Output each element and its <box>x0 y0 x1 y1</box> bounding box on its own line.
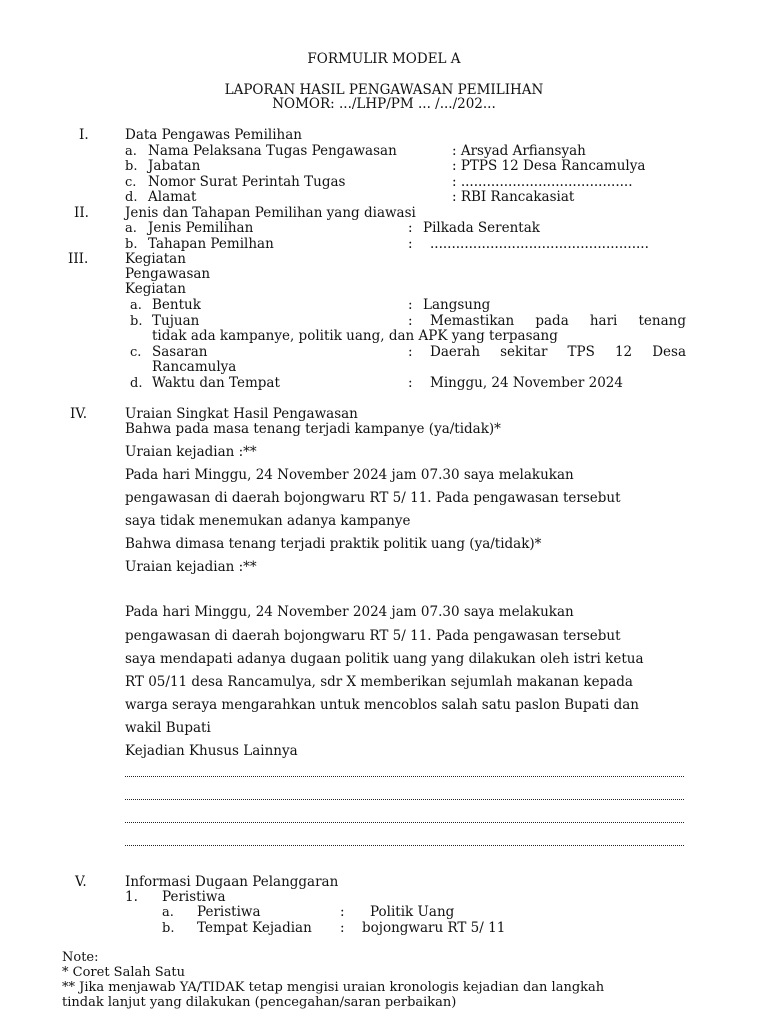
dotted-fill-line <box>125 822 684 823</box>
row-value: : ........................................ <box>452 174 633 190</box>
question-kampanye: Bahwa pada masa tenang terjadi kampanye (ya/tidak)* <box>125 421 501 437</box>
section-title: Informasi Dugaan Pelanggaran <box>125 874 339 890</box>
row-value: Langsung <box>423 297 491 313</box>
row-label: Bentuk <box>152 297 201 313</box>
row-value: Politik Uang <box>370 904 455 920</box>
row-label: Nama Pelaksana Tugas Pengawasan <box>148 143 397 159</box>
note-line: ** Jika menjawab YA/TIDAK tetap mengisi uraian kronologis kejadian dan langkah <box>62 980 605 995</box>
row-value: ................................................... <box>430 236 649 252</box>
row-value-continuation: Rancamulya <box>152 359 237 375</box>
report-number: NOMOR: .../LHP/PM ... /.../202... <box>272 96 496 112</box>
paragraph-line: Pada hari Minggu, 24 November 2024 jam 07.30 saya melakukan <box>125 467 574 483</box>
row-label: Waktu dan Tempat <box>152 375 280 391</box>
row-value: Pilkada Serentak <box>423 220 540 236</box>
paragraph-line: pengawasan di daerah bojongwaru RT 5/ 11. Pada pengawasan tersebut <box>125 628 621 644</box>
section-title-line: Kegiatan <box>125 281 186 297</box>
section-title: Jenis dan Tahapan Pemilihan yang diawasi <box>125 205 416 221</box>
question-politik-uang: Bahwa dimasa tenang terjadi praktik politik uang (ya/tidak)* <box>125 536 542 552</box>
row-value: : Arsyad Arfiansyah <box>452 143 586 159</box>
note-title: Note: <box>62 950 99 965</box>
paragraph-line: pengawasan di daerah bojongwaru RT 5/ 11. Pada pengawasan tersebut <box>125 490 621 506</box>
note-line: tindak lanjut yang dilakukan (pencegahan/saran perbaikan) <box>62 995 457 1010</box>
row-letter: b. <box>162 921 175 936</box>
row-value: Memastikan pada hari tenang <box>430 313 686 329</box>
row-label: Jabatan <box>148 158 201 174</box>
kejadian-khusus-label: Kejadian Khusus Lainnya <box>125 743 298 759</box>
uraian-label: Uraian kejadian :** <box>125 559 257 575</box>
row-label: Tujuan <box>152 313 200 329</box>
section-number: III. <box>68 251 89 267</box>
section-number: I. <box>79 127 89 143</box>
row-letter: c. <box>125 175 137 190</box>
row-colon: : <box>408 220 413 236</box>
row-letter: a. <box>130 298 142 313</box>
row-label: Peristiwa <box>197 904 261 920</box>
paragraph-line: RT 05/11 desa Rancamulya, sdr X memberikan sejumlah makanan kepada <box>125 674 633 690</box>
item-title: Peristiwa <box>162 889 226 905</box>
row-letter: b. <box>125 159 138 174</box>
item-number: 1. <box>125 889 138 905</box>
row-label: Alamat <box>148 189 197 205</box>
paragraph-line: Pada hari Minggu, 24 November 2024 jam 07.30 saya melakukan <box>125 604 574 620</box>
row-colon: : <box>408 344 413 360</box>
paragraph-line: saya tidak menemukan adanya kampanye <box>125 513 411 529</box>
section-title: Data Pengawas Pemilihan <box>125 127 302 143</box>
row-colon: : <box>408 297 413 313</box>
row-letter: a. <box>125 221 137 236</box>
row-letter: b. <box>130 314 143 329</box>
paragraph-line: warga seraya mengarahkan untuk mencoblos salah satu paslon Bupati dan <box>125 697 639 713</box>
row-label: Tahapan Pemilhan <box>148 236 274 252</box>
row-value: Daerah sekitar TPS 12 Desa <box>430 344 686 360</box>
row-value-continuation: tidak ada kampanye, politik uang, dan APK yang terpasang <box>152 328 558 344</box>
row-label: Nomor Surat Perintah Tugas <box>148 174 346 190</box>
row-letter: a. <box>162 905 174 920</box>
form-title: FORMULIR MODEL A <box>307 51 461 67</box>
row-colon: : <box>340 920 345 936</box>
row-letter: d. <box>125 190 138 205</box>
row-letter: d. <box>130 376 143 391</box>
section-title-line: Kegiatan <box>125 251 186 267</box>
section-title: Uraian Singkat Hasil Pengawasan <box>125 406 358 422</box>
row-colon: : <box>408 313 413 329</box>
row-value: bojongwaru RT 5/ 11 <box>362 920 506 936</box>
row-value: : PTPS 12 Desa Rancamulya <box>452 158 646 174</box>
section-number: IV. <box>70 406 88 422</box>
section-number: V. <box>75 874 87 890</box>
row-value: : RBI Rancakasiat <box>452 189 575 205</box>
row-label: Sasaran <box>152 344 208 360</box>
dotted-fill-line <box>125 845 684 846</box>
dotted-fill-line <box>125 799 684 800</box>
paragraph-line: wakil Bupati <box>125 720 211 736</box>
section-number: II. <box>74 205 89 221</box>
dotted-fill-line <box>125 776 684 777</box>
report-title: LAPORAN HASIL PENGAWASAN PEMILIHAN <box>224 82 544 98</box>
row-colon: : <box>408 236 413 252</box>
note-line: * Coret Salah Satu <box>62 965 185 980</box>
row-colon: : <box>408 375 413 391</box>
row-letter: a. <box>125 144 137 159</box>
paragraph-line: saya mendapati adanya dugaan politik uang yang dilakukan oleh istri ketua <box>125 651 644 667</box>
row-value: Minggu, 24 November 2024 <box>430 375 623 391</box>
row-letter: c. <box>130 345 142 360</box>
row-label: Tempat Kejadian <box>197 920 312 936</box>
row-colon: : <box>340 904 345 920</box>
row-label: Jenis Pemilihan <box>148 220 254 236</box>
row-letter: b. <box>125 237 138 252</box>
uraian-label: Uraian kejadian :** <box>125 444 257 460</box>
section-title-line: Pengawasan <box>125 266 211 282</box>
